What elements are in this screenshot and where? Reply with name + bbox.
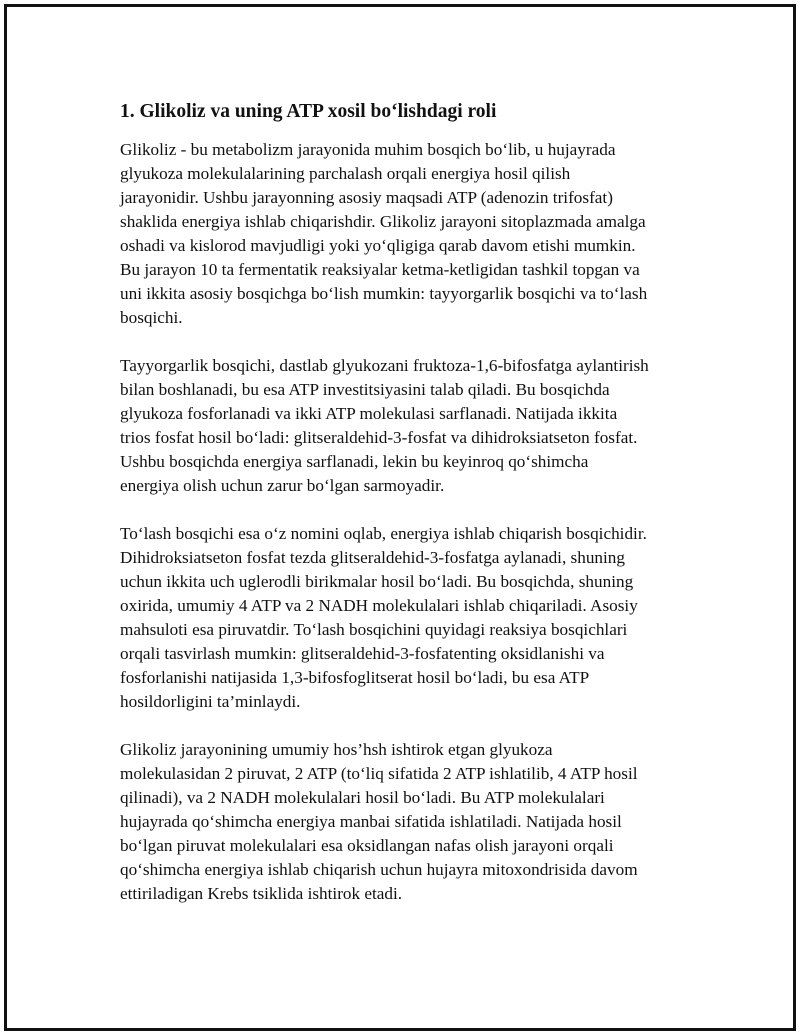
paragraph-line: oshadi va kislorod mavjudligi yoki yo‘qligiga qarab davom etishi mumkin.: [120, 236, 636, 255]
document-body: [120, 99, 705, 930]
paragraph-line: uni ikkita asosiy bosqichga bo‘lish mumkin: tayyorgarlik bosqichi va to‘lash: [120, 284, 648, 303]
paragraph-line: To‘lash bosqichi esa o‘z nomini oqlab, energiya ishlab chiqarish bosqichidir.: [120, 524, 647, 543]
paragraph: [120, 738, 705, 906]
paragraph-line: energiya olish uchun zarur bo‘lgan sarmoyadir.: [120, 476, 445, 495]
paragraph-line: shaklida energiya ishlab chiqarishdir. Glikoliz jarayoni sitoplazmada amalga: [120, 212, 646, 231]
paragraph-line: bo‘lgan piruvat molekulalari esa oksidlangan nafas olish jarayoni orqali: [120, 836, 614, 855]
paragraph: [120, 354, 705, 498]
paragraph-line: Ushbu bosqichda energiya sarflanadi, lekin bu keyinroq qo‘shimcha: [120, 452, 589, 471]
paragraph: [120, 138, 705, 330]
paragraph-line: uchun ikkita uch uglerodli birikmalar hosil bo‘ladi. Bu bosqichda, shuning: [120, 572, 634, 591]
paragraph: [120, 522, 705, 714]
paragraph-line: Glikoliz - bu metabolizm jarayonida muhim bosqich bo‘lib, u hujayrada: [120, 140, 616, 159]
paragraph-line: molekulasidan 2 piruvat, 2 ATP (to‘liq sifatida 2 ATP ishlatilib, 4 ATP hosil: [120, 764, 638, 783]
paragraph-line: jarayonidir. Ushbu jarayonning asosiy maqsadi ATP (adenozin trifosfat): [120, 188, 613, 207]
document-page: [4, 4, 796, 1031]
paragraph-line: Glikoliz jarayonining umumiy hos’hsh ishtirok etgan glyukoza: [120, 740, 553, 759]
section-heading: 1. Glikoliz va uning ATP xosil bo‘lishdagi roli: [120, 101, 497, 122]
paragraph-line: glyukoza fosforlanadi va ikki ATP molekulasi sarflanadi. Natijada ikkita: [120, 404, 618, 423]
paragraph-line: qo‘shimcha energiya ishlab chiqarish uchun hujayra mitoxondrisida davom: [120, 860, 638, 879]
paragraph-line: hujayrada qo‘shimcha energiya manbai sifatida ishlatiladi. Natijada hosil: [120, 812, 622, 831]
paragraph-line: Dihidroksiatseton fosfat tezda glitseraldehid-3-fosfatga aylanadi, shuning: [120, 548, 625, 567]
paragraph-line: hosildorligini ta’minlaydi.: [120, 692, 301, 711]
paragraph-list: [120, 138, 705, 906]
paragraph-line: glyukoza molekulalarining parchalash orqali energiya hosil qilish: [120, 164, 571, 183]
paragraph-line: Bu jarayon 10 ta fermentatik reaksiyalar ketma-ketligidan tashkil topgan va: [120, 260, 640, 279]
paragraph-line: oxirida, umumiy 4 ATP va 2 NADH molekulalari ishlab chiqariladi. Asosiy: [120, 596, 638, 615]
paragraph-line: mahsuloti esa piruvatdir. To‘lash bosqichini quyidagi reaksiya bosqichlari: [120, 620, 628, 639]
paragraph-line: bilan boshlanadi, bu esa ATP investitsiyasini talab qiladi. Bu bosqichda: [120, 380, 610, 399]
paragraph-line: orqali tasvirlash mumkin: glitseraldehid-3-fosfatenting oksidlanishi va: [120, 644, 605, 663]
paragraph-line: trios fosfat hosil bo‘ladi: glitseraldehid-3-fosfat va dihidroksiatseton fosfat.: [120, 428, 638, 447]
paragraph-line: bosqichi.: [120, 308, 183, 327]
paragraph-line: ettiriladigan Krebs tsiklida ishtirok etadi.: [120, 884, 403, 903]
paragraph-line: fosforlanishi natijasida 1,3-bifosfoglitserat hosil bo‘ladi, bu esa ATP: [120, 668, 590, 687]
paragraph-line: Tayyorgarlik bosqichi, dastlab glyukozani fruktoza-1,6-bifosfatga aylantirish: [120, 356, 649, 375]
paragraph-line: qilinadi), va 2 NADH molekulalari hosil bo‘ladi. Bu ATP molekulalari: [120, 788, 605, 807]
